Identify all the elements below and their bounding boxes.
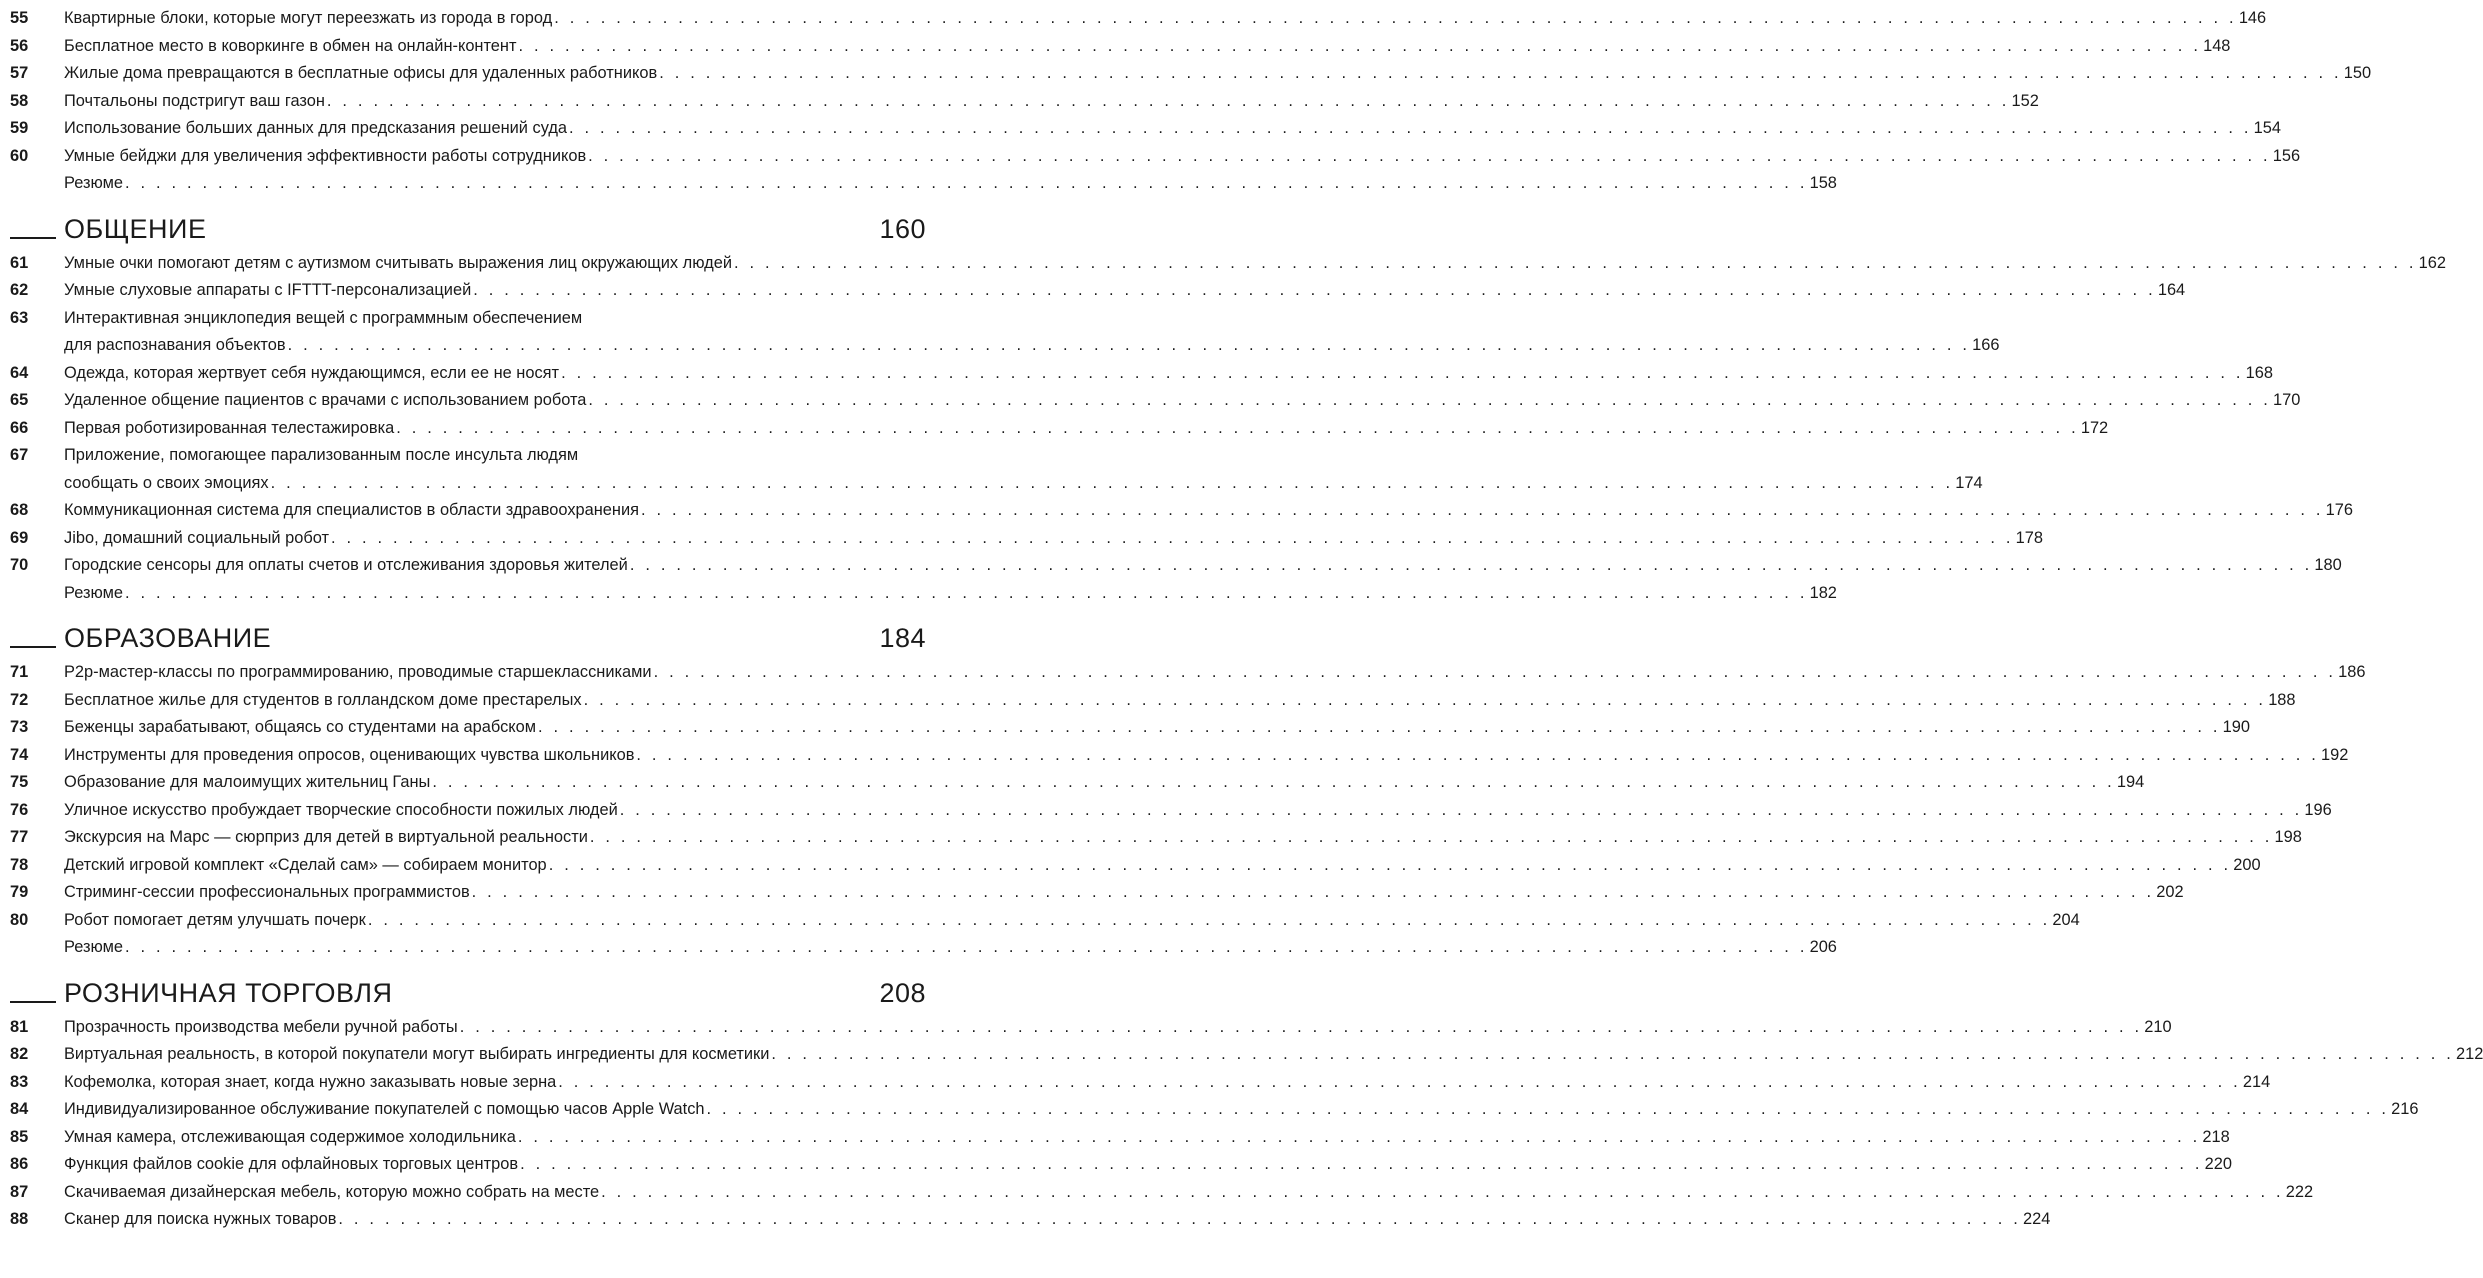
entry-page-number: 212 <box>2455 1045 2483 1063</box>
entry-page-number: 190 <box>2222 718 2250 736</box>
toc-entry[interactable] <box>0 415 2109 443</box>
toc-entry[interactable] <box>0 714 2250 742</box>
dot-leader: . . . . . . . . . . . . . . . . . . . . . . . . . . . . . . . . . . . . . . . . . . . . . . . . . . . . . . . . . . . . . . . . . . . . . . . . . . . . . . . . . . . . . . . . . . . . . . . . . . . . . . . . . . . . . <box>554 9 2237 27</box>
entry-page-number: 188 <box>2268 690 2296 709</box>
entry-title-line1: Интерактивная энциклопедия вещей с программным обеспечением <box>64 308 583 327</box>
section-title: ОБРАЗОВАНИЕ <box>64 623 272 653</box>
entry-page-number: 210 <box>2144 1017 2172 1036</box>
entry-title: Бесплатное жилье для студентов в голландском доме престарелых <box>64 690 582 709</box>
toc-entry[interactable] <box>0 88 2039 116</box>
entry-page-number: 170 <box>2273 391 2301 409</box>
toc-entry[interactable] <box>0 387 2301 415</box>
entry-title: Резюме <box>64 938 123 956</box>
toc-entry[interactable] <box>0 1096 2419 1124</box>
dot-leader: . . . . . . . . . . . . . . . . . . . . . . . . . . . . . . . . . . . . . . . . . . . . . . . . . . . . . . . . . . . . . . . . . . . . . . . . . . . . . . . . . . . . . . . . . . . . . . . . . . . . . . . . . . . . . <box>331 528 2014 547</box>
entry-page-number: 202 <box>2156 883 2184 901</box>
entry-title: Прозрачность производства мебели ручной работы <box>64 1017 458 1036</box>
entry-title: Стриминг-сессии профессиональных программистов <box>64 883 470 901</box>
toc-entry[interactable] <box>0 852 2261 880</box>
dot-leader: . . . . . . . . . . . . . . . . . . . . . . . . . . . . . . . . . . . . . . . . . . . . . . . . . . . . . . . . . . . . . . . . . . . . . . . . . . . . . . . . . . . . . . . . . . . . . . . . . . . . . . . . . . . . . <box>558 1072 2241 1091</box>
entry-title: Образование для малоимущих жительниц Ганы <box>64 773 431 791</box>
dot-leader: . . . . . . . . . . . . . . . . . . . . . . . . . . . . . . . . . . . . . . . . . . . . . . . . . . . . . . . . . . . . . . . . . . . . . . . . . . . . . . . . . . . . . . . . . . . . . . . . . . . . . . . . . . . . . <box>583 690 2267 709</box>
dot-leader: . . . . . . . . . . . . . . . . . . . . . . . . . . . . . . . . . . . . . . . . . . . . . . . . . . . . . . . . . . . . . . . . . . . . . . . . . . . . . . . . . . . . . . . . . . . . . . . . . . . . . . . . . . . . . <box>459 1017 2143 1036</box>
toc-entry[interactable] <box>0 250 2446 278</box>
entry-title: Кофемолка, которая знает, когда нужно заказывать новые зерна <box>64 1072 557 1091</box>
section-heading <box>10 970 926 1010</box>
entry-page-number: 164 <box>2157 281 2186 299</box>
toc-entry[interactable] <box>0 907 2080 935</box>
entry-title: Виртуальная реальность, в которой покупатели могут выбирать ингредиенты для косметики <box>64 1045 770 1063</box>
toc-entry[interactable] <box>0 879 2184 907</box>
entry-number: 84 <box>10 1100 29 1118</box>
entry-page-number: 224 <box>2023 1210 2051 1228</box>
dot-leader: . . . . . . . . . . . . . . . . . . . . . . . . . . . . . . . . . . . . . . . . . . . . . . . . . . . . . . . . . . . . . . . . . . . . . . . . . . . . . . . . . . . . . . . . . . . . . . . . . . . . . . . . . . . . . <box>338 1210 2022 1228</box>
entry-page-number: 222 <box>2285 1182 2314 1201</box>
entry-title: Первая роботизированная телестажировка <box>64 418 395 437</box>
dot-leader: . . . . . . . . . . . . . . . . . . . . . . . . . . . . . . . . . . . . . . . . . . . . . . . . . . . . . . . . . . . . . . . . . . . . . . . . . . . . . . . . . . . . . . . . . . . . . . . . . . . . . . . . . . . . . <box>270 473 1954 492</box>
dot-leader: . . . . . . . . . . . . . . . . . . . . . . . . . . . . . . . . . . . . . . . . . . . . . . . . . . . . . . . . . . . . . . . . . . . . . . . . . . . . . . . . . . . . . . . . . . . . . . . . . . . . . . . . . . . . . <box>706 1100 2390 1118</box>
entry-page-number: 150 <box>2343 64 2372 82</box>
entry-title: Скачиваемая дизайнерская мебель, которую можно собрать на месте <box>64 1182 600 1201</box>
dot-leader: . . . . . . . . . . . . . . . . . . . . . . . . . . . . . . . . . . . . . . . . . . . . . . . . . . . . . . . . . . . . . . . . . . . . . . . . . . . . . . . . . . . . . . . . . . . . . . . . . . . . . . . . . . . . . <box>124 938 1808 956</box>
section-heading <box>10 615 926 655</box>
entry-number: 64 <box>10 363 29 382</box>
dot-leader: . . . . . . . . . . . . . . . . . . . . . . . . . . . . . . . . . . . . . . . . . . . . . . . . . . . . . . . . . . . . . . . . . . . . . . . . . . . . . . . . . . . . . . . . . . . . . . . . . . . . . . . . . . . . . <box>629 556 2313 574</box>
entry-number: 67 <box>10 446 29 464</box>
entry-page-number: 198 <box>2274 828 2302 846</box>
entry-title: Функция файлов cookie для офлайновых торговых центров <box>64 1155 519 1173</box>
entry-page-number: 192 <box>2321 745 2349 764</box>
entry-page-number: 186 <box>2338 663 2366 681</box>
entry-title: Удаленное общение пациентов с врачами с использованием робота <box>64 391 587 409</box>
dot-leader: . . . . . . . . . . . . . . . . . . . . . . . . . . . . . . . . . . . . . . . . . . . . . . . . . . . . . . . . . . . . . . . . . . . . . . . . . . . . . . . . . . . . . . . . . . . . . . . . . . . . . . . . . . . . . <box>619 800 2303 819</box>
entry-page-number: 182 <box>1809 583 1837 602</box>
toc-entry[interactable] <box>0 497 2353 525</box>
section-page-number: 160 <box>879 213 926 244</box>
toc-entry[interactable] <box>0 143 2301 171</box>
entry-number: 79 <box>10 883 29 901</box>
entry-title: Робот помогает детям улучшать почерк <box>64 910 366 929</box>
entry-title: Уличное искусство пробуждает творческие способности пожилых людей <box>64 800 618 819</box>
entry-number: 63 <box>10 308 29 327</box>
entry-title-line2: сообщать о своих эмоциях <box>64 473 269 492</box>
entry-title: Инструменты для проведения опросов, оценивающих чувства школьников <box>64 745 635 764</box>
toc-entry[interactable] <box>0 1179 2314 1207</box>
dot-leader: . . . . . . . . . . . . . . . . . . . . . . . . . . . . . . . . . . . . . . . . . . . . . . . . . . . . . . . . . . . . . . . . . . . . . . . . . . . . . . . . . . . . . . . . . . . . . . . . . . . . . . . . . . . . . <box>367 910 2051 929</box>
entry-title: Детский игровой комплект «Сделай сам» — собираем монитор <box>64 855 547 874</box>
toc-entry[interactable] <box>0 687 2296 715</box>
entry-number: 70 <box>10 556 29 574</box>
entry-number: 88 <box>10 1210 29 1228</box>
entry-number: 69 <box>10 528 29 547</box>
dot-leader: . . . . . . . . . . . . . . . . . . . . . . . . . . . . . . . . . . . . . . . . . . . . . . . . . . . . . . . . . . . . . . . . . . . . . . . . . . . . . . . . . . . . . . . . . . . . . . . . . . . . . . . . . . . . . <box>561 363 2244 382</box>
entry-title: Умные слуховые аппараты с IFTTT-персонализацией <box>64 281 472 299</box>
dot-leader: . . . . . . . . . . . . . . . . . . . . . . . . . . . . . . . . . . . . . . . . . . . . . . . . . . . . . . . . . . . . . . . . . . . . . . . . . . . . . . . . . . . . . . . . . . . . . . . . . . . . . . . . . . . . . <box>569 119 2252 137</box>
toc-entry[interactable] <box>0 1206 2051 1234</box>
entry-title: Умная камера, отслеживающая содержимое холодильника <box>64 1127 516 1146</box>
entry-title: Индивидуализированное обслуживание покупателей с помощью часов Apple Watch <box>64 1100 705 1118</box>
entry-number: 59 <box>10 119 29 137</box>
toc-entry[interactable] <box>0 60 2372 88</box>
dot-leader: . . . . . . . . . . . . . . . . . . . . . . . . . . . . . . . . . . . . . . . . . . . . . . . . . . . . . . . . . . . . . . . . . . . . . . . . . . . . . . . . . . . . . . . . . . . . . . . . . . . . . . . . . . . . . <box>517 1127 2201 1146</box>
entry-title: Коммуникационная система для специалистов в области здравоохранения <box>64 501 639 519</box>
entry-number: 65 <box>10 391 29 409</box>
entry-number: 76 <box>10 800 29 819</box>
entry-page-number: 172 <box>2080 418 2109 437</box>
dot-leader: . . . . . . . . . . . . . . . . . . . . . . . . . . . . . . . . . . . . . . . . . . . . . . . . . . . . . . . . . . . . . . . . . . . . . . . . . . . . . . . . . . . . . . . . . . . . . . . . . . . . . . . . . . . . . <box>601 1182 2284 1201</box>
entry-title: Квартирные блоки, которые могут переезжать из города в город <box>64 9 553 27</box>
dot-leader: . . . . . . . . . . . . . . . . . . . . . . . . . . . . . . . . . . . . . . . . . . . . . . . . . . . . . . . . . . . . . . . . . . . . . . . . . . . . . . . . . . . . . . . . . . . . . . . . . . . . . . . . . . . . . <box>771 1045 2454 1063</box>
entry-page-number: 154 <box>2253 119 2281 137</box>
section-rule <box>10 1001 56 1003</box>
entry-number: 78 <box>10 855 29 874</box>
dot-leader: . . . . . . . . . . . . . . . . . . . . . . . . . . . . . . . . . . . . . . . . . . . . . . . . . . . . . . . . . . . . . . . . . . . . . . . . . . . . . . . . . . . . . . . . . . . . . . . . . . . . . . . . . . . . . <box>734 253 2417 272</box>
toc-entry[interactable] <box>0 360 2274 388</box>
entry-number: 61 <box>10 253 29 272</box>
dot-leader: . . . . . . . . . . . . . . . . . . . . . . . . . . . . . . . . . . . . . . . . . . . . . . . . . . . . . . . . . . . . . . . . . . . . . . . . . . . . . . . . . . . . . . . . . . . . . . . . . . . . . . . . . . . . . <box>518 36 2202 55</box>
entry-number: 58 <box>10 91 29 110</box>
entry-number: 86 <box>10 1155 29 1173</box>
entry-page-number: 152 <box>2011 91 2039 110</box>
entry-number: 68 <box>10 501 29 519</box>
entry-title: Одежда, которая жертвует себя нуждающимся, если ее не носят <box>64 363 560 382</box>
entry-number: 71 <box>10 663 29 681</box>
toc-entry[interactable] <box>0 442 1983 497</box>
entry-number: 75 <box>10 773 29 791</box>
toc-entry[interactable] <box>0 742 2349 770</box>
entry-title: Почтальоны подстригут ваш газон <box>64 91 325 110</box>
section-page-number: 184 <box>879 623 926 653</box>
toc-entry[interactable] <box>0 305 2000 360</box>
entry-page-number: 206 <box>1809 938 1837 956</box>
dot-leader: . . . . . . . . . . . . . . . . . . . . . . . . . . . . . . . . . . . . . . . . . . . . . . . . . . . . . . . . . . . . . . . . . . . . . . . . . . . . . . . . . . . . . . . . . . . . . . . . . . . . . . . . . . . . . <box>588 391 2272 409</box>
toc-entry[interactable] <box>0 33 2231 61</box>
toc-entry[interactable] <box>0 1041 2483 1069</box>
entry-page-number: 148 <box>2203 36 2231 55</box>
entry-title: Jibo, домашний социальный робот <box>64 528 329 547</box>
dot-leader: . . . . . . . . . . . . . . . . . . . . . . . . . . . . . . . . . . . . . . . . . . . . . . . . . . . . . . . . . . . . . . . . . . . . . . . . . . . . . . . . . . . . . . . . . . . . . . . . . . . . . . . . . . . . . <box>432 773 2115 791</box>
entry-page-number: 194 <box>2116 773 2145 791</box>
entry-title: Умные бейджи для увеличения эффективности работы сотрудников <box>64 146 587 165</box>
dot-leader: . . . . . . . . . . . . . . . . . . . . . . . . . . . . . . . . . . . . . . . . . . . . . . . . . . . . . . . . . . . . . . . . . . . . . . . . . . . . . . . . . . . . . . . . . . . . . . . . . . . . . . . . . . . . . <box>636 745 2320 764</box>
toc-entry[interactable] <box>0 1069 2271 1097</box>
dot-leader: . . . . . . . . . . . . . . . . . . . . . . . . . . . . . . . . . . . . . . . . . . . . . . . . . . . . . . . . . . . . . . . . . . . . . . . . . . . . . . . . . . . . . . . . . . . . . . . . . . . . . . . . . . . . . <box>659 64 2342 82</box>
entry-page-number: 176 <box>2325 501 2353 519</box>
entry-page-number: 200 <box>2233 855 2261 874</box>
entry-title: Резюме <box>64 174 123 192</box>
entry-number: 73 <box>10 718 29 736</box>
entry-number: 85 <box>10 1127 29 1146</box>
entry-title: Резюме <box>64 583 123 602</box>
toc-entry[interactable] <box>0 797 2332 825</box>
entry-number: 87 <box>10 1182 29 1201</box>
dot-leader: . . . . . . . . . . . . . . . . . . . . . . . . . . . . . . . . . . . . . . . . . . . . . . . . . . . . . . . . . . . . . . . . . . . . . . . . . . . . . . . . . . . . . . . . . . . . . . . . . . . . . . . . . . . . . <box>520 1155 2203 1173</box>
entry-number: 83 <box>10 1072 29 1091</box>
entry-number: 82 <box>10 1045 29 1063</box>
entry-title: Городские сенсоры для оплаты счетов и отслеживания здоровья жителей <box>64 556 628 574</box>
entry-page-number: 218 <box>2202 1127 2230 1146</box>
entry-page-number: 204 <box>2052 910 2080 929</box>
dot-leader: . . . . . . . . . . . . . . . . . . . . . . . . . . . . . . . . . . . . . . . . . . . . . . . . . . . . . . . . . . . . . . . . . . . . . . . . . . . . . . . . . . . . . . . . . . . . . . . . . . . . . . . . . . . . . <box>473 281 2156 299</box>
entry-page-number: 216 <box>2391 1100 2419 1118</box>
entry-number: 57 <box>10 64 29 82</box>
entry-page-number: 196 <box>2304 800 2332 819</box>
dot-leader: . . . . . . . . . . . . . . . . . . . . . . . . . . . . . . . . . . . . . . . . . . . . . . . . . . . . . . . . . . . . . . . . . . . . . . . . . . . . . . . . . . . . . . . . . . . . . . . . . . . . . . . . . . . . . <box>641 501 2324 519</box>
entry-page-number: 180 <box>2314 556 2342 574</box>
toc-entry[interactable] <box>0 552 2342 580</box>
entry-title-line1: Приложение, помогающее парализованным после инсульта людям <box>64 446 579 464</box>
entry-page-number: 220 <box>2204 1155 2233 1173</box>
toc-entry[interactable] <box>0 1124 2230 1152</box>
toc-entry[interactable] <box>0 5 2267 33</box>
entry-number: 74 <box>10 745 29 764</box>
entry-page-number: 166 <box>1972 336 2000 354</box>
section-rule <box>10 646 56 648</box>
entry-title: Использование больших данных для предсказания решений суда <box>64 119 568 137</box>
section-rule <box>10 237 56 239</box>
entry-title: P2p-мастер-классы по программированию, проводимые старшеклассниками <box>64 663 652 681</box>
section-page-number: 208 <box>879 977 926 1008</box>
entry-number: 60 <box>10 146 29 165</box>
dot-leader: . . . . . . . . . . . . . . . . . . . . . . . . . . . . . . . . . . . . . . . . . . . . . . . . . . . . . . . . . . . . . . . . . . . . . . . . . . . . . . . . . . . . . . . . . . . . . . . . . . . . . . . . . . . . . <box>326 91 2010 110</box>
entry-number: 66 <box>10 418 29 437</box>
dot-leader: . . . . . . . . . . . . . . . . . . . . . . . . . . . . . . . . . . . . . . . . . . . . . . . . . . . . . . . . . . . . . . . . . . . . . . . . . . . . . . . . . . . . . . . . . . . . . . . . . . . . . . . . . . . . . <box>653 663 2337 681</box>
entry-number: 56 <box>10 36 29 55</box>
entry-number: 80 <box>10 910 29 929</box>
toc-entry[interactable] <box>0 525 2043 553</box>
entry-number: 72 <box>10 690 29 709</box>
dot-leader: . . . . . . . . . . . . . . . . . . . . . . . . . . . . . . . . . . . . . . . . . . . . . . . . . . . . . . . . . . . . . . . . . . . . . . . . . . . . . . . . . . . . . . . . . . . . . . . . . . . . . . . . . . . . . <box>588 146 2271 165</box>
entry-page-number: 156 <box>2272 146 2301 165</box>
dot-leader: . . . . . . . . . . . . . . . . . . . . . . . . . . . . . . . . . . . . . . . . . . . . . . . . . . . . . . . . . . . . . . . . . . . . . . . . . . . . . . . . . . . . . . . . . . . . . . . . . . . . . . . . . . . . . <box>538 718 2221 736</box>
entry-title: Бесплатное место в коворкинге в обмен на онлайн-контент <box>64 36 517 55</box>
entry-title: Экскурсия на Марс — сюрприз для детей в виртуальной реальности <box>64 828 588 846</box>
section-heading <box>10 206 926 246</box>
toc-entry[interactable] <box>0 115 2281 143</box>
entry-title: Беженцы зарабатывают, общаясь со студентами на арабском <box>64 718 537 736</box>
entry-title: Умные очки помогают детям с аутизмом считывать выражения лиц окружающих людей <box>64 253 732 272</box>
toc-entry[interactable] <box>0 659 2366 687</box>
entry-page-number: 162 <box>2418 253 2446 272</box>
entry-page-number: 214 <box>2242 1072 2271 1091</box>
toc-entry[interactable] <box>0 1151 2233 1179</box>
toc-entry[interactable] <box>0 1014 2172 1042</box>
dot-leader: . . . . . . . . . . . . . . . . . . . . . . . . . . . . . . . . . . . . . . . . . . . . . . . . . . . . . . . . . . . . . . . . . . . . . . . . . . . . . . . . . . . . . . . . . . . . . . . . . . . . . . . . . . . . . <box>124 174 1808 192</box>
entry-number: 62 <box>10 281 29 299</box>
dot-leader: . . . . . . . . . . . . . . . . . . . . . . . . . . . . . . . . . . . . . . . . . . . . . . . . . . . . . . . . . . . . . . . . . . . . . . . . . . . . . . . . . . . . . . . . . . . . . . . . . . . . . . . . . . . . . <box>471 883 2155 901</box>
dot-leader: . . . . . . . . . . . . . . . . . . . . . . . . . . . . . . . . . . . . . . . . . . . . . . . . . . . . . . . . . . . . . . . . . . . . . . . . . . . . . . . . . . . . . . . . . . . . . . . . . . . . . . . . . . . . . <box>396 418 2079 437</box>
entry-title: Жилые дома превращаются в бесплатные офисы для удаленных работников <box>64 64 658 82</box>
entry-page-number: 158 <box>1809 174 1837 192</box>
section-title: ОБЩЕНИЕ <box>64 213 207 244</box>
section-title: РОЗНИЧНАЯ ТОРГОВЛЯ <box>64 977 393 1008</box>
dot-leader: . . . . . . . . . . . . . . . . . . . . . . . . . . . . . . . . . . . . . . . . . . . . . . . . . . . . . . . . . . . . . . . . . . . . . . . . . . . . . . . . . . . . . . . . . . . . . . . . . . . . . . . . . . . . . <box>287 336 1971 354</box>
dot-leader: . . . . . . . . . . . . . . . . . . . . . . . . . . . . . . . . . . . . . . . . . . . . . . . . . . . . . . . . . . . . . . . . . . . . . . . . . . . . . . . . . . . . . . . . . . . . . . . . . . . . . . . . . . . . . <box>589 828 2273 846</box>
dot-leader: . . . . . . . . . . . . . . . . . . . . . . . . . . . . . . . . . . . . . . . . . . . . . . . . . . . . . . . . . . . . . . . . . . . . . . . . . . . . . . . . . . . . . . . . . . . . . . . . . . . . . . . . . . . . . <box>548 855 2232 874</box>
entry-page-number: 174 <box>1955 473 1983 492</box>
toc-summary-entry[interactable] <box>0 170 1837 198</box>
toc-summary-entry[interactable] <box>0 934 1837 962</box>
entry-number: 81 <box>10 1017 29 1036</box>
toc-entry[interactable] <box>0 277 2186 305</box>
entry-number: 55 <box>10 9 29 27</box>
toc-entry[interactable] <box>0 824 2302 852</box>
entry-number: 77 <box>10 828 29 846</box>
entry-page-number: 168 <box>2245 363 2274 382</box>
entry-title-line2: для распознавания объектов <box>64 336 286 354</box>
toc-summary-entry[interactable] <box>0 580 1837 608</box>
dot-leader: . . . . . . . . . . . . . . . . . . . . . . . . . . . . . . . . . . . . . . . . . . . . . . . . . . . . . . . . . . . . . . . . . . . . . . . . . . . . . . . . . . . . . . . . . . . . . . . . . . . . . . . . . . . . . <box>124 583 1808 602</box>
toc-entry[interactable] <box>0 769 2145 797</box>
entry-page-number: 178 <box>2015 528 2043 547</box>
entry-title: Сканер для поиска нужных товаров <box>64 1210 337 1228</box>
entry-page-number: 146 <box>2238 9 2267 27</box>
